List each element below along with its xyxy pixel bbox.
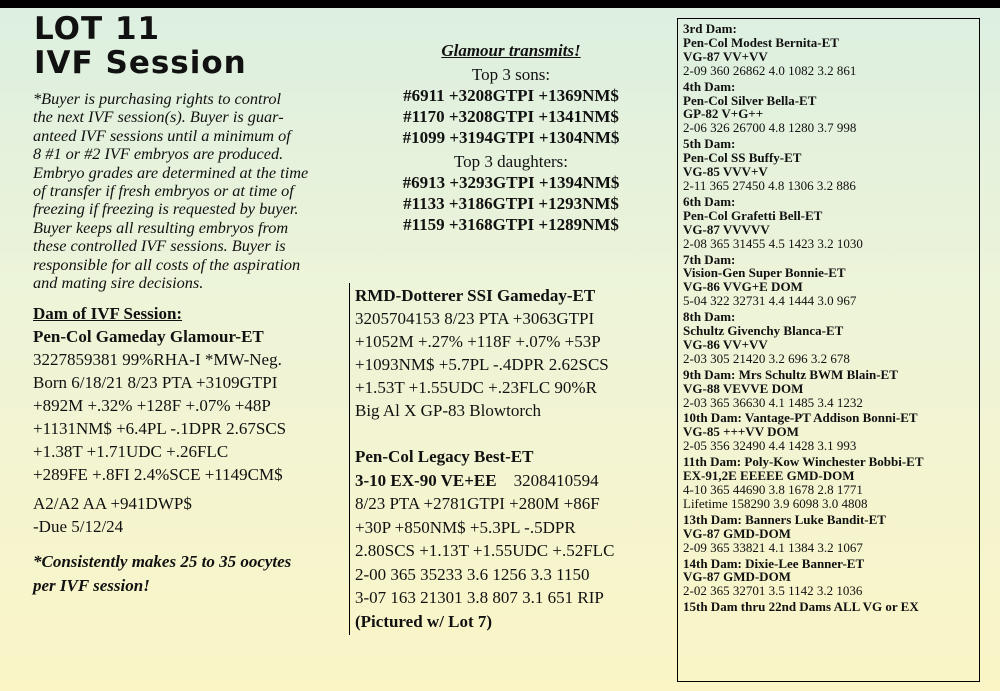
daughters-list <box>380 172 642 235</box>
ancestor-heading-line: 9th Dam: Mrs Schultz BWM Blain-ET <box>683 366 898 382</box>
dam-stat-line: -Due 5/12/24 <box>33 517 124 536</box>
sire-block <box>355 284 609 422</box>
ancestor-heading-line: 15th Dam thru 22nd Dams ALL VG or EX <box>683 599 919 615</box>
daughter-row: #6913 +3293GTPI +1394NM$ <box>402 173 620 192</box>
ancestor-heading-line: Pen-Col Silver Bella-ET <box>683 92 817 108</box>
ancestor-heading-line: VG-86 VV+VV <box>683 336 768 352</box>
intro-line: responsible for all costs of the aspiration <box>33 254 301 274</box>
ancestor-heading-line: 4th Dam: <box>683 78 736 94</box>
ancestor-heading-line: 13th Dam: Banners Luke Bandit-ET <box>683 511 886 527</box>
ancestor-heading-line: VG-87 VVVVV <box>683 221 770 237</box>
pictured-note: (Pictured w/ Lot 7) <box>355 611 493 631</box>
ancestor-heading-line: Schultz Givenchy Blanca-ET <box>683 323 844 339</box>
granddam-stat-line: 8/23 PTA +2781GTPI +280M +86F <box>355 494 600 513</box>
lot-header <box>34 12 247 80</box>
ancestor-record-line: 5-04 322 32731 4.4 1444 3.0 967 <box>683 293 857 309</box>
dam-stat-line: +1131NM$ +6.4PL -.1DPR 2.67SCS <box>33 419 287 438</box>
intro-line: *Buyer is purchasing rights to control <box>33 89 281 108</box>
ancestor-record-line: 2-03 365 36630 4.1 1485 3.4 1232 <box>683 394 863 410</box>
ancestor-heading-line: 11th Dam: Poly-Kow Winchester Bobbi-ET <box>683 454 924 470</box>
ancestor-heading-line: VG-85 VVV+V <box>683 164 768 180</box>
transmits-title: Glamour transmits! <box>441 41 581 60</box>
ancestor-record-line: 2-09 360 26862 4.0 1082 3.2 861 <box>683 62 857 78</box>
ancestor-entry <box>683 310 924 366</box>
daughter-row: #1159 +3168GTPI +1289NM$ <box>403 215 619 234</box>
intro-line: the next IVF session(s). Buyer is guar- <box>33 107 284 127</box>
ancestor-record-line: 4-10 365 44690 3.8 1678 2.8 1771 <box>683 482 863 497</box>
ancestor-record-line: Lifetime 158290 3.9 6098 3.0 4808 <box>683 495 868 511</box>
dam-stat-line: +1.38T +1.71UDC +.26FLC <box>33 442 229 461</box>
ancestor-entry <box>683 368 924 410</box>
granddam-class-line <box>355 469 614 493</box>
sire-name: RMD-Dotterer SSI Gameday-ET <box>355 286 596 305</box>
dam-heading: Dam of IVF Session: <box>33 304 183 323</box>
ancestor-record-line: 2-09 365 33821 4.1 1384 3.2 1067 <box>683 539 863 555</box>
ancestor-heading-line: 6th Dam: <box>683 193 736 209</box>
granddam-stats <box>355 492 614 610</box>
ancestor-entry <box>683 411 924 453</box>
granddam-block <box>355 445 614 633</box>
ancestor-entry <box>683 455 924 511</box>
ancestor-heading-line: VG-87 GMD-DOM <box>683 569 791 585</box>
granddam-registration: 3208410594 <box>513 470 599 490</box>
sire-stat-line: +1.53T +1.55UDC +.23FLC 90%R <box>355 378 597 397</box>
granddam-stat-line: +30P +850NM$ +5.3PL -.5DPR <box>355 517 576 537</box>
son-row: #1170 +3208GTPI +1341NM$ <box>403 107 619 126</box>
ancestor-record-line: 2-06 326 26700 4.8 1280 3.7 998 <box>683 120 857 136</box>
intro-line: Buyer keeps all resulting embryos from <box>33 217 289 237</box>
oocyte-line: per IVF session! <box>33 576 150 595</box>
ancestor-heading-line: VG-86 VVG+E DOM <box>683 279 803 295</box>
ancestor-heading-line: VG-88 VEVVE DOM <box>683 380 804 396</box>
dam-stat-line: +892M +.32% +128F +.07% +48P <box>33 396 271 415</box>
ancestor-heading-line: Pen-Col Grafetti Bell-ET <box>683 207 823 223</box>
ancestor-heading-line: 8th Dam: <box>683 309 736 325</box>
granddam-stat-line: 3-07 163 21301 3.8 807 3.1 651 RIP <box>355 588 604 607</box>
dam-stats <box>33 348 286 538</box>
intro-line: anteed IVF sessions until a minimum of <box>33 125 291 145</box>
ancestor-record-line: 2-08 365 31455 4.5 1423 3.2 1030 <box>683 235 863 251</box>
top-rule <box>0 0 1000 8</box>
ancestor-heading-line: Pen-Col Modest Bernita-ET <box>683 34 839 50</box>
ancestor-heading-line: 5th Dam: <box>683 136 736 152</box>
ancestor-entry <box>683 557 924 599</box>
intro-line: Embryo grades are determined at the time <box>33 162 309 182</box>
granddam-classification: 3-10 EX-90 VE+EE <box>355 470 497 490</box>
ancestor-record-line: 2-05 356 32490 4.4 1428 3.1 993 <box>683 438 857 454</box>
sire-stat-line: Big Al X GP-83 Blowtorch <box>355 401 542 420</box>
pedigree-list <box>683 22 924 615</box>
sons-list <box>380 85 642 148</box>
ancestor-heading-line: 10th Dam: Vantage-PT Addison Bonni-ET <box>683 410 918 426</box>
dam-stat-line: +289FE +.8FI 2.4%SCE +1149CM$ <box>33 465 283 484</box>
ancestor-record-line: 2-02 365 32701 3.5 1142 3.2 1036 <box>683 583 863 599</box>
buyer-terms <box>33 90 333 292</box>
ancestor-heading-line: 7th Dam: <box>683 251 736 267</box>
ancestor-entry <box>683 22 924 78</box>
ancestor-entry <box>683 137 924 193</box>
dam-of-ivf-session <box>33 302 286 538</box>
son-row: #6911 +3208GTPI +1369NM$ <box>403 86 619 105</box>
granddam-stat-line: 2-00 365 35233 3.6 1256 3.3 1150 <box>355 564 590 584</box>
intro-line: freezing if freezing is requested by buyer. <box>33 199 299 219</box>
sire-stat-line: 3205704153 8/23 PTA +3063GTPI <box>355 309 595 328</box>
ancestor-heading-line: VG-85 +++VV DOM <box>683 424 799 440</box>
ancestor-heading-line: VG-87 VV+VV <box>683 48 768 64</box>
ancestor-entry <box>683 513 924 555</box>
sire-stats <box>355 307 609 422</box>
granddam-stat-line: 2.80SCS +1.13T +1.55UDC +.52FLC <box>355 541 615 560</box>
sire-stat-line: +1093NM$ +5.7PL -.4DPR 2.62SCS <box>355 355 609 374</box>
dam-stat-line: Born 6/18/21 8/23 PTA +3109GTPI <box>33 373 278 392</box>
oocyte-line: *Consistently makes 25 to 35 oocytes <box>33 552 292 571</box>
granddam-name: Pen-Col Legacy Best-ET <box>355 447 534 466</box>
ancestor-heading-line: VG-87 GMD-DOM <box>683 525 791 541</box>
lot-number: LOT 11 <box>34 11 161 47</box>
granddam-divider <box>349 445 350 635</box>
dam-name: Pen-Col Gameday Glamour-ET <box>33 327 264 346</box>
sons-heading: Top 3 sons: <box>471 65 551 84</box>
ancestor-heading-line: 3rd Dam: <box>683 21 737 36</box>
ancestor-entry <box>683 600 924 614</box>
intro-line: 8 #1 or #2 IVF embryos are produced. <box>33 144 284 164</box>
dam-stat-line: 3227859381 99%RHA-I *MW-Neg. <box>33 350 282 369</box>
ancestor-entry <box>683 80 924 136</box>
intro-line: of transfer if fresh embryos or at time of <box>33 181 294 201</box>
ancestor-record-line: 2-11 365 27450 4.8 1306 3.2 886 <box>683 177 856 193</box>
intro-line: these controlled IVF sessions. Buyer is <box>33 236 286 256</box>
ancestor-entry <box>683 253 924 309</box>
ancestor-entry <box>683 195 924 251</box>
sire-stat-line: +1052M +.27% +118F +.07% +53P <box>355 332 601 351</box>
ancestor-heading-line: EX-91,2E EEEEE GMD-DOM <box>683 468 855 484</box>
daughters-heading: Top 3 daughters: <box>453 152 568 171</box>
dam-stat-line: A2/A2 AA +941DWP$ <box>33 494 192 513</box>
session-title: IVF Session <box>34 45 247 81</box>
ancestor-heading-line: GP-82 V+G++ <box>683 106 764 122</box>
transmits-panel <box>380 40 642 235</box>
son-row: #1099 +3194GTPI +1304NM$ <box>402 128 620 147</box>
ancestor-record-line: 2-03 305 21420 3.2 696 3.2 678 <box>683 350 850 366</box>
sire-divider <box>349 283 350 463</box>
ancestor-heading-line: 14th Dam: Dixie-Lee Banner-ET <box>683 555 865 571</box>
ancestor-heading-line: Pen-Col SS Buffy-ET <box>683 150 802 166</box>
ancestor-heading-line: Vision-Gen Super Bonnie-ET <box>683 265 846 281</box>
intro-line: and mating sire decisions. <box>33 273 204 293</box>
daughter-row: #1133 +3186GTPI +1293NM$ <box>403 194 619 213</box>
oocyte-note <box>33 550 291 598</box>
